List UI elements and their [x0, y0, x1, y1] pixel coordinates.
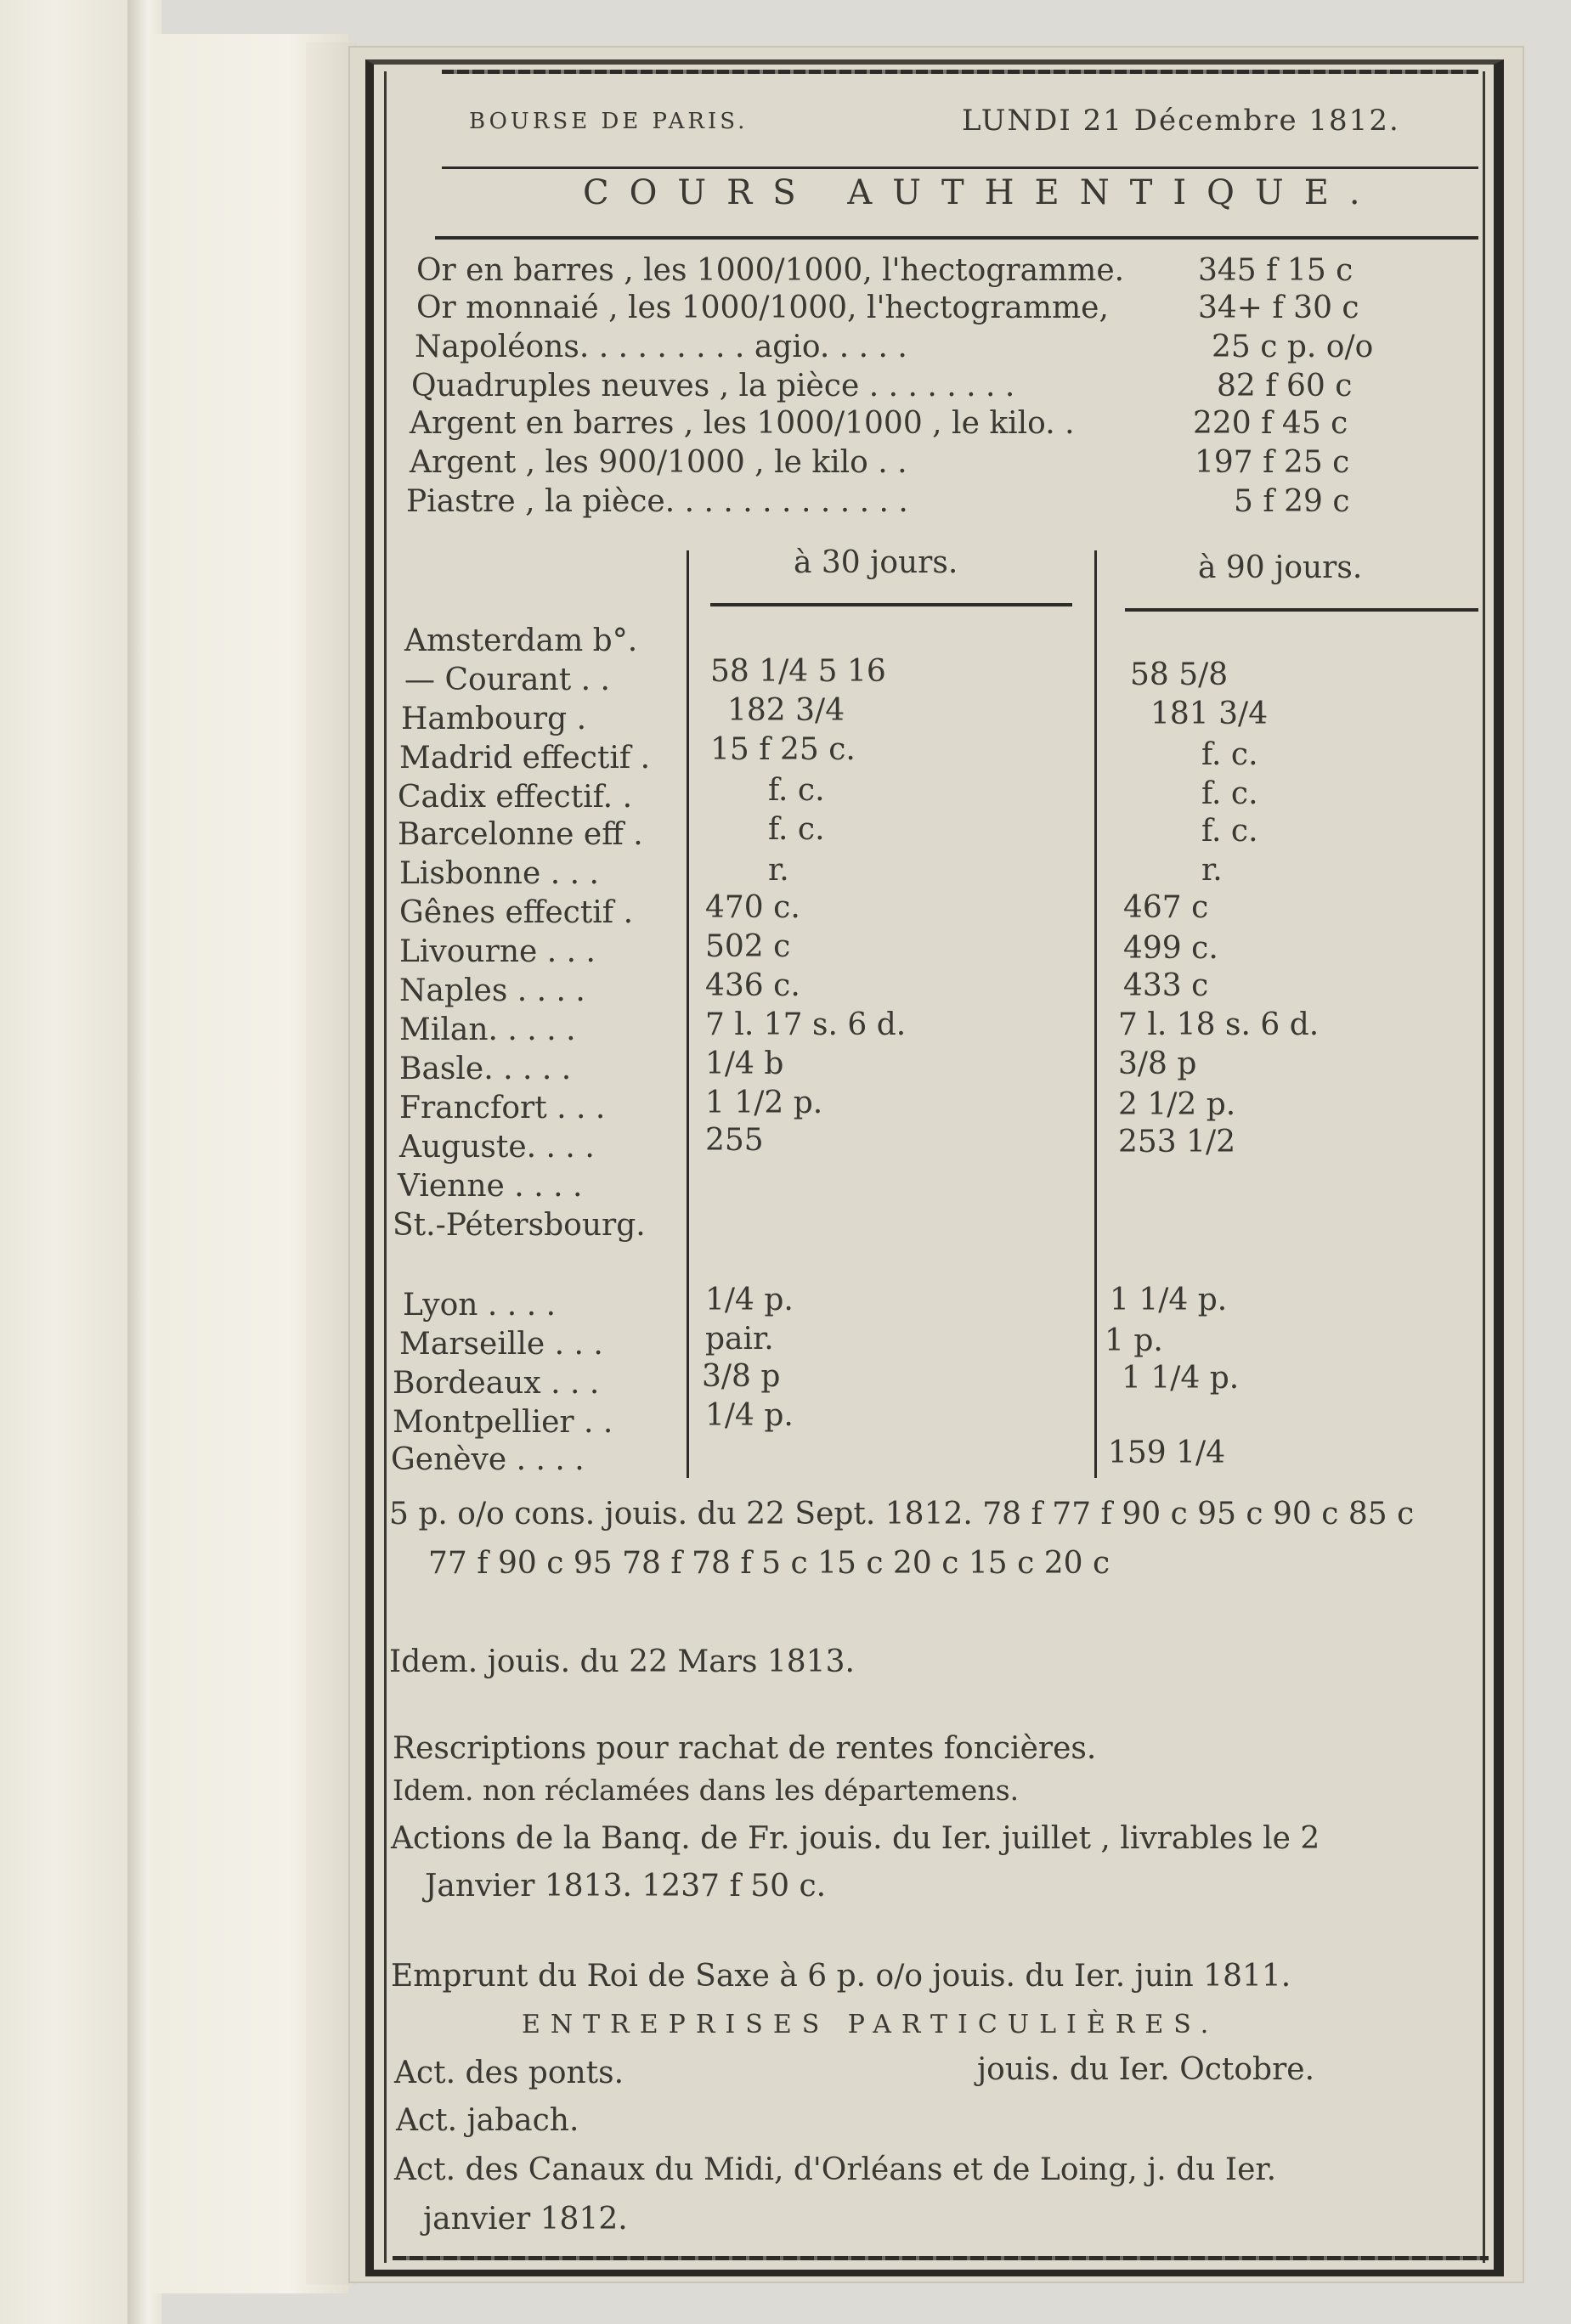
rate-30: 470 c. — [705, 890, 800, 925]
book-binding — [0, 0, 136, 2324]
rate-30: f. c. — [768, 812, 825, 847]
rescriptions-line: Rescriptions pour rachat de rentes foncières. — [393, 1731, 1097, 1766]
place-name: Naples . . . . — [399, 973, 585, 1008]
rate-90: 467 c — [1123, 890, 1209, 925]
top-ornament-rule — [442, 70, 1478, 74]
header-rule — [442, 166, 1478, 169]
rate-30: 1/4 p. — [705, 1283, 794, 1317]
ponts-label: Act. des ponts. — [394, 2056, 624, 2090]
col-30-jours: à 30 jours. — [794, 545, 958, 580]
metal-value: 197 f 25 c — [1195, 445, 1350, 480]
metal-label: Quadruples neuves , la pièce . . . . . . . . — [411, 369, 1015, 403]
place-name: Livourne . . . — [399, 934, 596, 969]
rate-30: 1/4 b — [705, 1046, 784, 1081]
rate-90: f. c. — [1201, 814, 1258, 849]
rate-30: f. c. — [768, 773, 825, 808]
metal-value: 34+ f 30 c — [1198, 290, 1359, 325]
place-name: Vienne . . . . — [398, 1169, 583, 1204]
metal-value: 82 f 60 c — [1217, 369, 1353, 403]
place-name: Amsterdam b°. — [404, 623, 638, 658]
place-name: Francfort . . . — [399, 1091, 606, 1125]
metal-value: 220 f 45 c — [1193, 406, 1348, 441]
ponts-jouis: jouis. du Ier. Octobre. — [977, 2052, 1315, 2087]
metal-label: Argent en barres , les 1000/1000 , le kilo. . — [410, 406, 1075, 441]
rate-30: 3/8 p — [702, 1359, 781, 1394]
rate-90: f. c. — [1201, 737, 1258, 772]
jabach: Act. jabach. — [396, 2103, 579, 2138]
rate-30: 58 1/4 5 16 — [710, 654, 886, 689]
rentes-line-1: 5 p. o/o cons. jouis. du 22 Sept. 1812. 78 f 77 f 90 c 95 c 90 c 85 c — [389, 1497, 1415, 1531]
page-title: COURS AUTHENTIQUE. — [583, 173, 1381, 212]
metal-label: Or en barres , les 1000/1000, l'hectogramme. — [416, 253, 1125, 288]
place-name: Hambourg . — [401, 702, 587, 736]
banque-line-1: Actions de la Banq. de Fr. jouis. du Ier. juillet , livrables le 2 — [391, 1821, 1320, 1856]
rate-90: 58 5/8 — [1130, 657, 1229, 692]
rate-30: 1/4 p. — [705, 1398, 794, 1433]
rate-90: 499 c. — [1123, 931, 1218, 966]
metal-label: Piastre , la pièce. . . . . . . . . . . . . — [406, 484, 908, 519]
rate-90: 181 3/4 — [1150, 697, 1269, 731]
place-name: Marseille . . . — [399, 1327, 603, 1362]
place-name: Milan. . . . . — [399, 1013, 576, 1047]
place-name: Bordeaux . . . — [393, 1366, 600, 1401]
title-rule — [435, 236, 1478, 240]
place-name: — Courant . . — [404, 663, 610, 697]
rate-30: 255 — [705, 1123, 764, 1158]
rate-30: 7 l. 17 s. 6 d. — [705, 1007, 907, 1042]
rentes-line-2: 77 f 90 c 95 78 f 78 f 5 c 15 c 20 c 15 c 20 c — [428, 1546, 1110, 1581]
place-name: Auguste. . . . — [399, 1130, 595, 1165]
place-name: Cadix effectif. . — [398, 780, 633, 815]
canaux-line-2: janvier 1812. — [423, 2202, 628, 2237]
banque-line-2: Janvier 1813. 1237 f 50 c. — [425, 1869, 827, 1904]
col-90-rule — [1125, 608, 1478, 612]
rate-30: 182 3/4 — [727, 693, 845, 728]
metal-value: 25 c p. o/o — [1212, 330, 1374, 364]
header-left: BOURSE DE PARIS. — [469, 109, 749, 134]
place-name: Lisbonne . . . — [399, 856, 599, 891]
book-page-shadow — [306, 42, 357, 2285]
rate-90: 433 c — [1123, 968, 1209, 1003]
col-90-jours: à 90 jours. — [1198, 550, 1363, 585]
place-name: Genève . . . . — [391, 1442, 585, 1477]
rate-30: 1 1/2 p. — [705, 1086, 823, 1120]
rate-90: 1 p. — [1105, 1323, 1163, 1358]
rentes-idem: Idem. jouis. du 22 Mars 1813. — [389, 1644, 855, 1679]
rate-30: r. — [768, 853, 789, 888]
place-name: Gênes effectif . — [399, 895, 634, 930]
rate-90: r. — [1201, 853, 1223, 888]
rate-90: 3/8 p — [1118, 1046, 1197, 1081]
metal-label: Argent , les 900/1000 , le kilo . . — [410, 445, 907, 480]
rescriptions-idem: Idem. non réclamées dans les départemens. — [393, 1774, 1020, 1807]
column-divider-left — [687, 550, 689, 1478]
place-name: Madrid effectif . — [399, 741, 651, 776]
entreprises-heading: ENTREPRISES PARTICULIÈRES. — [522, 2010, 1219, 2039]
canaux-line-1: Act. des Canaux du Midi, d'Orléans et de Loing, j. du Ier. — [394, 2152, 1277, 2187]
column-divider-right — [1094, 550, 1097, 1478]
rate-90: 159 1/4 — [1108, 1436, 1226, 1470]
metal-label: Napoléons. . . . . . . . . agio. . . . . — [415, 330, 907, 364]
rate-30: 436 c. — [705, 968, 800, 1003]
place-name: Lyon . . . . — [403, 1288, 557, 1323]
metal-value: 5 f 29 c — [1234, 484, 1350, 519]
emprunt-saxe: Emprunt du Roi de Saxe à 6 p. o/o jouis. du Ier. juin 1811. — [391, 1959, 1291, 1994]
place-name: Basle. . . . . — [399, 1052, 572, 1086]
bottom-ornament-rule — [393, 2256, 1489, 2260]
rate-90: f. c. — [1201, 776, 1258, 811]
rate-90: 1 1/4 p. — [1122, 1361, 1240, 1396]
col-30-rule — [710, 603, 1072, 606]
place-name: St.-Pétersbourg. — [393, 1208, 646, 1243]
rate-90: 7 l. 18 s. 6 d. — [1118, 1007, 1320, 1042]
rate-90: 1 1/4 p. — [1110, 1283, 1228, 1317]
place-name: Montpellier . . — [393, 1405, 613, 1440]
rate-30: 502 c — [705, 929, 791, 964]
place-name: Barcelonne eff . — [398, 817, 643, 852]
metal-value: 345 f 15 c — [1198, 253, 1353, 288]
rate-30: 15 f 25 c. — [710, 732, 856, 767]
rate-30: pair. — [705, 1322, 774, 1357]
rate-90: 253 1/2 — [1118, 1125, 1236, 1159]
header-date: LUNDI 21 Décembre 1812. — [962, 104, 1400, 138]
rate-90: 2 1/2 p. — [1118, 1087, 1236, 1122]
metal-label: Or monnaié , les 1000/1000, l'hectogramme, — [416, 290, 1109, 325]
